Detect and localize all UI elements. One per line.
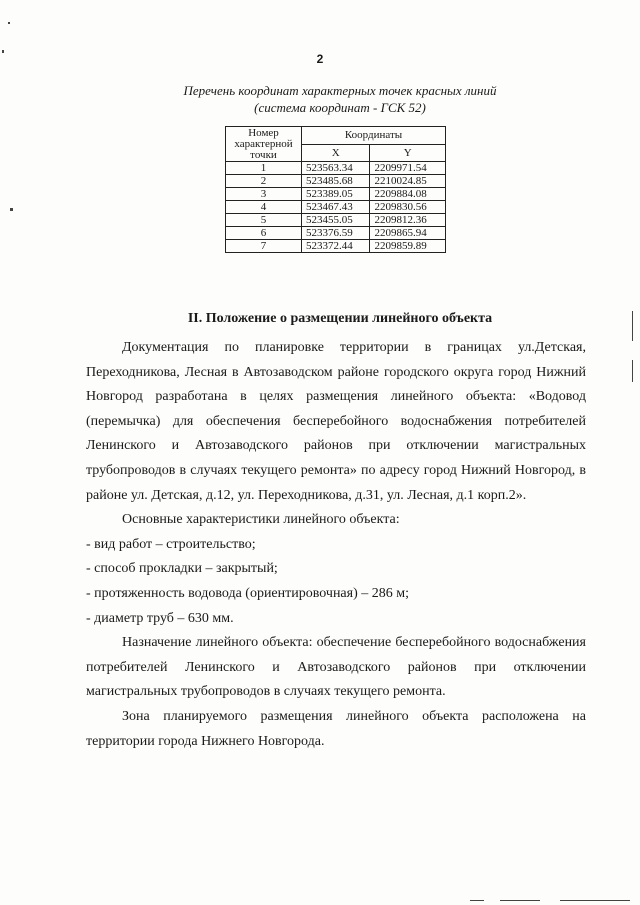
table-row [226,188,446,201]
scan-speck [10,208,13,211]
scan-speck [2,50,4,53]
coord-y: 2209865.94 [370,227,446,240]
scan-edge-line [632,311,633,341]
table-row [226,175,446,188]
header-x: X [302,144,370,162]
coord-y: 2209859.89 [370,240,446,253]
paragraph-characteristics: Основные характеристики линейного объекта: [122,512,400,528]
table-row [226,214,446,227]
paragraph-documentation: Документация по планировке территории в границах ул.Детская, Переходникова, Лесная в Автозаводском районе городского округа город Нижний Новгород разработана в целях размещения линейного объекта: «Водовод (перемычка) для обеспечения бесперебойного водоснабжения потребителей Ленинского и Автозаводского районов при отключении магистральных трубопроводов в случаях текущего ремонта» по адресу город Нижний Новгород, в районе ул. Детская, д.12, ул. Переходникова, д.31, ул. Лесная, д.1 корп.2». [86,340,586,503]
point-number: 4 [226,201,302,214]
point-number: 6 [226,227,302,240]
header-point-number: Номер характерной точки [226,127,302,162]
list-item: - вид работ – строительство; [86,536,256,552]
table-caption [0,82,640,116]
scan-edge-line [560,900,630,901]
coord-y: 2210024.85 [370,175,446,188]
table-row [226,162,446,175]
coord-y: 2209812.36 [370,214,446,227]
paragraph-zone: Зона планируемого размещения линейного объекта расположена на территории города Нижнего Новгорода. [86,708,586,749]
coord-x: 523467.43 [302,201,370,214]
caption-line-2: (система координат - ГСК 52) [254,100,426,115]
coord-y: 2209884.08 [370,188,446,201]
coord-x: 523563.34 [302,162,370,175]
coord-y: 2209830.56 [370,201,446,214]
paragraph-purpose: Назначение линейного объекта: обеспечение бесперебойного водоснабжения потребителей Ленинского и Автозаводского районов при отключении магистральных трубопроводов в случаях текущего ремонта. [86,635,586,700]
coordinates-table [225,126,446,253]
coord-x: 523455.05 [302,214,370,227]
point-number: 1 [226,162,302,175]
scan-edge-line [500,900,540,901]
scan-edge-line [632,360,633,382]
coord-x: 523389.05 [302,188,370,201]
list-item: - протяженность водовода (ориентировочная) – 286 м; [86,585,409,601]
list-item: - способ прокладки – закрытый; [86,561,278,577]
point-number: 3 [226,188,302,201]
point-number: 2 [226,175,302,188]
coord-y: 2209971.54 [370,162,446,175]
header-y: Y [370,144,446,162]
page-number: 2 [316,52,324,66]
caption-line-1: Перечень координат характерных точек красных линий [183,83,497,98]
list-item: - диаметр труб – 630 мм. [86,610,234,626]
section-body [86,336,586,754]
coord-x: 523485.68 [302,175,370,188]
coord-x: 523376.59 [302,227,370,240]
scan-edge-line [470,900,484,901]
table-row [226,240,446,253]
table-row [226,227,446,240]
section-title: II. Положение о размещении линейного объекта [187,311,493,326]
point-number: 5 [226,214,302,227]
header-coordinates: Координаты [302,127,446,145]
scan-speck [8,22,10,24]
coord-x: 523372.44 [302,240,370,253]
point-number: 7 [226,240,302,253]
table-row [226,201,446,214]
